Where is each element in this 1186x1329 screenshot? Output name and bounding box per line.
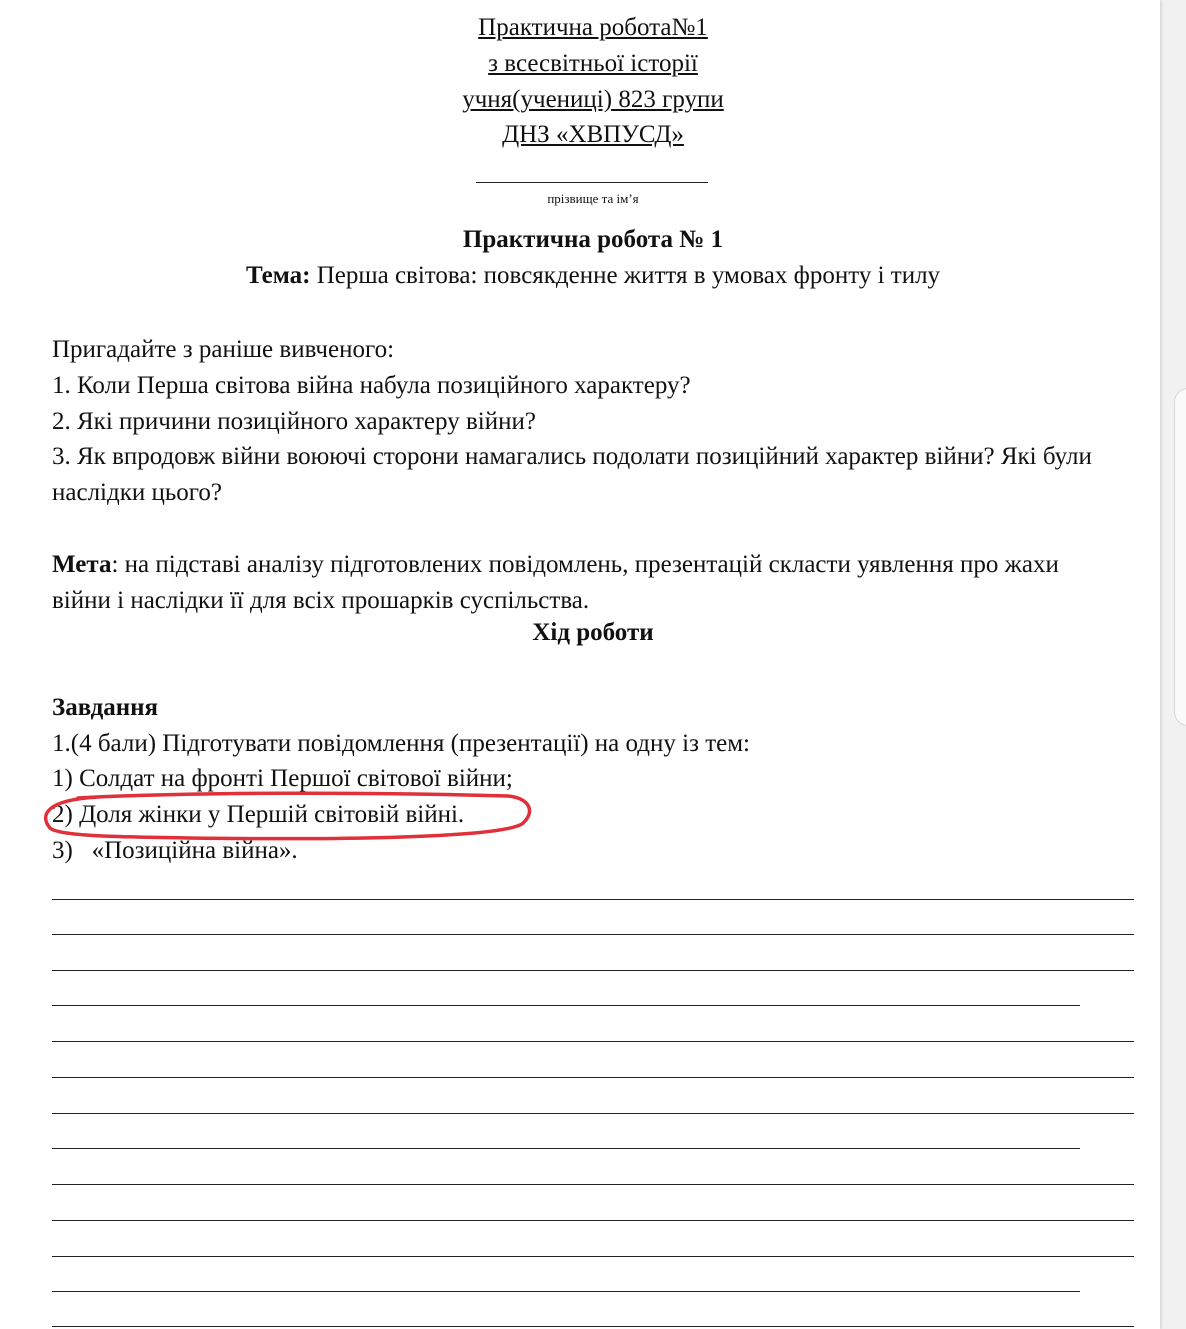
recall-question-3: 3. Як впродовж війни воюючі сторони намагались подолати позиційний характер війни? Які були наслідки цього? — [52, 443, 1092, 506]
answer-line — [52, 1326, 1134, 1327]
goal-paragraph — [52, 547, 1102, 619]
topic-label: Тема: — [245, 262, 311, 289]
recall-question-2: 2. Які причини позиційного характеру війни? — [52, 408, 536, 435]
task-option-2: 2) Доля жінки у Першій світовій війні. — [52, 801, 465, 828]
header-line-1: Практична робота№1 — [478, 14, 708, 41]
course-heading: Хід роботи — [532, 619, 654, 646]
answer-line — [52, 1113, 1134, 1114]
task-intro: 1.(4 бали) Підготувати повідомлення (презентації) на одну із тем: — [52, 730, 750, 757]
header-line-2: з всесвітньої історії — [488, 50, 698, 77]
recall-question-1: 1. Коли Перша світова війна набула позиційного характеру? — [52, 372, 691, 399]
answer-line — [52, 1148, 1080, 1149]
header-line-3: учня(учениці) 823 групи — [462, 86, 724, 113]
goal-text: : на підставі аналізу підготовлених повідомлень, презентацій скласти уявлення про жахи війни і наслідки її для всіх прошарків суспільства. — [52, 551, 1059, 614]
name-caption: прізвище та ім’я — [547, 191, 639, 206]
answer-line — [52, 970, 1134, 971]
task-option-1: 1) Солдат на фронті Першої світової війни; — [52, 765, 513, 792]
answer-line — [52, 1041, 1134, 1042]
scroll-handle[interactable] — [1174, 388, 1186, 726]
answer-line — [52, 1291, 1080, 1292]
header-line-4: ДНЗ «ХВПУСД» — [502, 121, 684, 148]
name-signature-line — [476, 182, 708, 183]
answer-line — [52, 1220, 1134, 1221]
answer-line — [52, 1077, 1134, 1078]
answer-line — [52, 1005, 1080, 1006]
task-option-3: 3) «Позиційна війна». — [52, 837, 298, 864]
topic-text: Перша світова: повсякденне життя в умовах фронту і тилу — [310, 262, 941, 289]
goal-label: Мета — [52, 551, 112, 578]
work-title: Практична робота № 1 — [462, 226, 724, 253]
recall-intro: Пригадайте з раніше вивченого: — [52, 336, 395, 363]
answer-line — [52, 899, 1134, 900]
answer-line — [52, 934, 1134, 935]
work-topic — [0, 262, 1186, 290]
answer-line — [52, 1184, 1134, 1185]
task-heading: Завдання — [52, 694, 159, 721]
answer-line — [52, 1256, 1134, 1257]
